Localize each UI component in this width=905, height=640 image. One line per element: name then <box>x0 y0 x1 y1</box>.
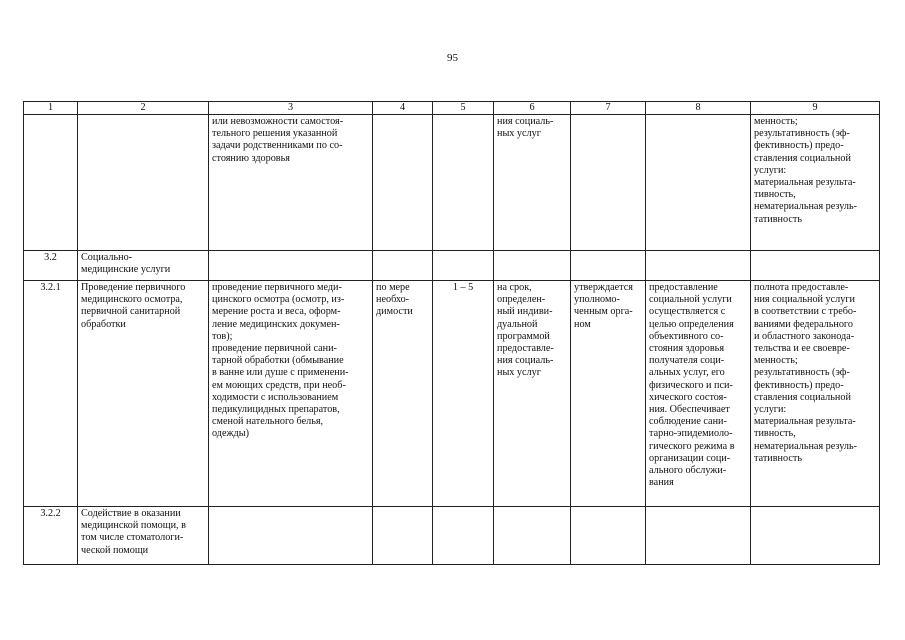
table-row-3-2 <box>24 251 880 281</box>
cell-conditions <box>646 115 751 251</box>
column-numbers-row <box>24 102 880 115</box>
column-number: 5 <box>433 102 494 115</box>
cell-rate <box>571 251 646 281</box>
table-row-continued <box>24 115 880 251</box>
cell-units <box>433 251 494 281</box>
column-number: 4 <box>373 102 433 115</box>
cell-frequency <box>373 507 433 565</box>
cell-conditions <box>646 507 751 565</box>
cell-description: или невозможности самостоя- тельного решения указанной задачи родственниками по со- стоянию здоровья <box>209 115 373 251</box>
cell-number: 3.2 <box>24 251 78 281</box>
cell-rate: утверждается уполномо- ченным орга- ном <box>571 281 646 507</box>
column-number: 6 <box>494 102 571 115</box>
column-number: 1 <box>24 102 78 115</box>
cell-description <box>209 251 373 281</box>
cell-number: 3.2.1 <box>24 281 78 507</box>
cell-service-name: Социально- медицинские услуги <box>78 251 209 281</box>
cell-frequency <box>373 251 433 281</box>
cell-number <box>24 115 78 251</box>
cell-term <box>494 507 571 565</box>
column-number: 3 <box>209 102 373 115</box>
cell-frequency: по мере необхо- димости <box>373 281 433 507</box>
cell-term <box>494 251 571 281</box>
cell-conditions <box>646 251 751 281</box>
cell-rate <box>571 507 646 565</box>
cell-units <box>433 115 494 251</box>
table-row-3-2-1 <box>24 281 880 507</box>
cell-quality <box>751 507 880 565</box>
cell-quality: менность; результативность (эф- фективность) предо- ставления социальной услуги: материальная результа- тивность, нематериальная резуль- тативность <box>751 115 880 251</box>
cell-number: 3.2.2 <box>24 507 78 565</box>
cell-conditions: предоставление социальной услуги осуществляется с целью определения объективного со- стояния здоровья получателя соци- альных услуг, его физического и пси- хического состоя- ния. Обеспечивает соблюдение сани- тарно-эпидемиоло- гического режима в организации соци- ального обслужи- вания <box>646 281 751 507</box>
column-number: 7 <box>571 102 646 115</box>
cell-service-name: Проведение первичного медицинского осмотра, первичной санитарной обработки <box>78 281 209 507</box>
cell-units <box>433 507 494 565</box>
cell-term: ния социаль- ных услуг <box>494 115 571 251</box>
table-row-3-2-2 <box>24 507 880 565</box>
column-number: 2 <box>78 102 209 115</box>
cell-service-name <box>78 115 209 251</box>
cell-description <box>209 507 373 565</box>
cell-description: проведение первичного меди- цинского осмотра (осмотр, из- мерение роста и веса, оформ- ление медицинских докумен- тов); проведение первичной сани- тарной обработки (обмывание в ванне или душе с применени- ем моющих средств, при необ- ходимости с использованием педикулицидных препаратов, сменой нательного белья, одежды) <box>209 281 373 507</box>
column-number: 8 <box>646 102 751 115</box>
column-number: 9 <box>751 102 880 115</box>
services-table <box>23 101 880 565</box>
cell-frequency <box>373 115 433 251</box>
cell-rate <box>571 115 646 251</box>
cell-units: 1 – 5 <box>433 281 494 507</box>
page-number: 95 <box>447 52 458 64</box>
cell-service-name: Содействие в оказании медицинской помощи, в том числе стоматологи- ческой помощи <box>78 507 209 565</box>
cell-quality: полнота предоставле- ния социальной услуги в соответствии с требо- ваниями федерального и областного законода- тельства и ее своевре- менность; результативность (эф- фективность) предо- ставления социальной услуги: материальная результа- тивность, нематериальная резуль- тативность <box>751 281 880 507</box>
cell-term: на срок, определен- ный индиви- дуальной программой предоставле- ния социаль- ных услуг <box>494 281 571 507</box>
cell-quality <box>751 251 880 281</box>
